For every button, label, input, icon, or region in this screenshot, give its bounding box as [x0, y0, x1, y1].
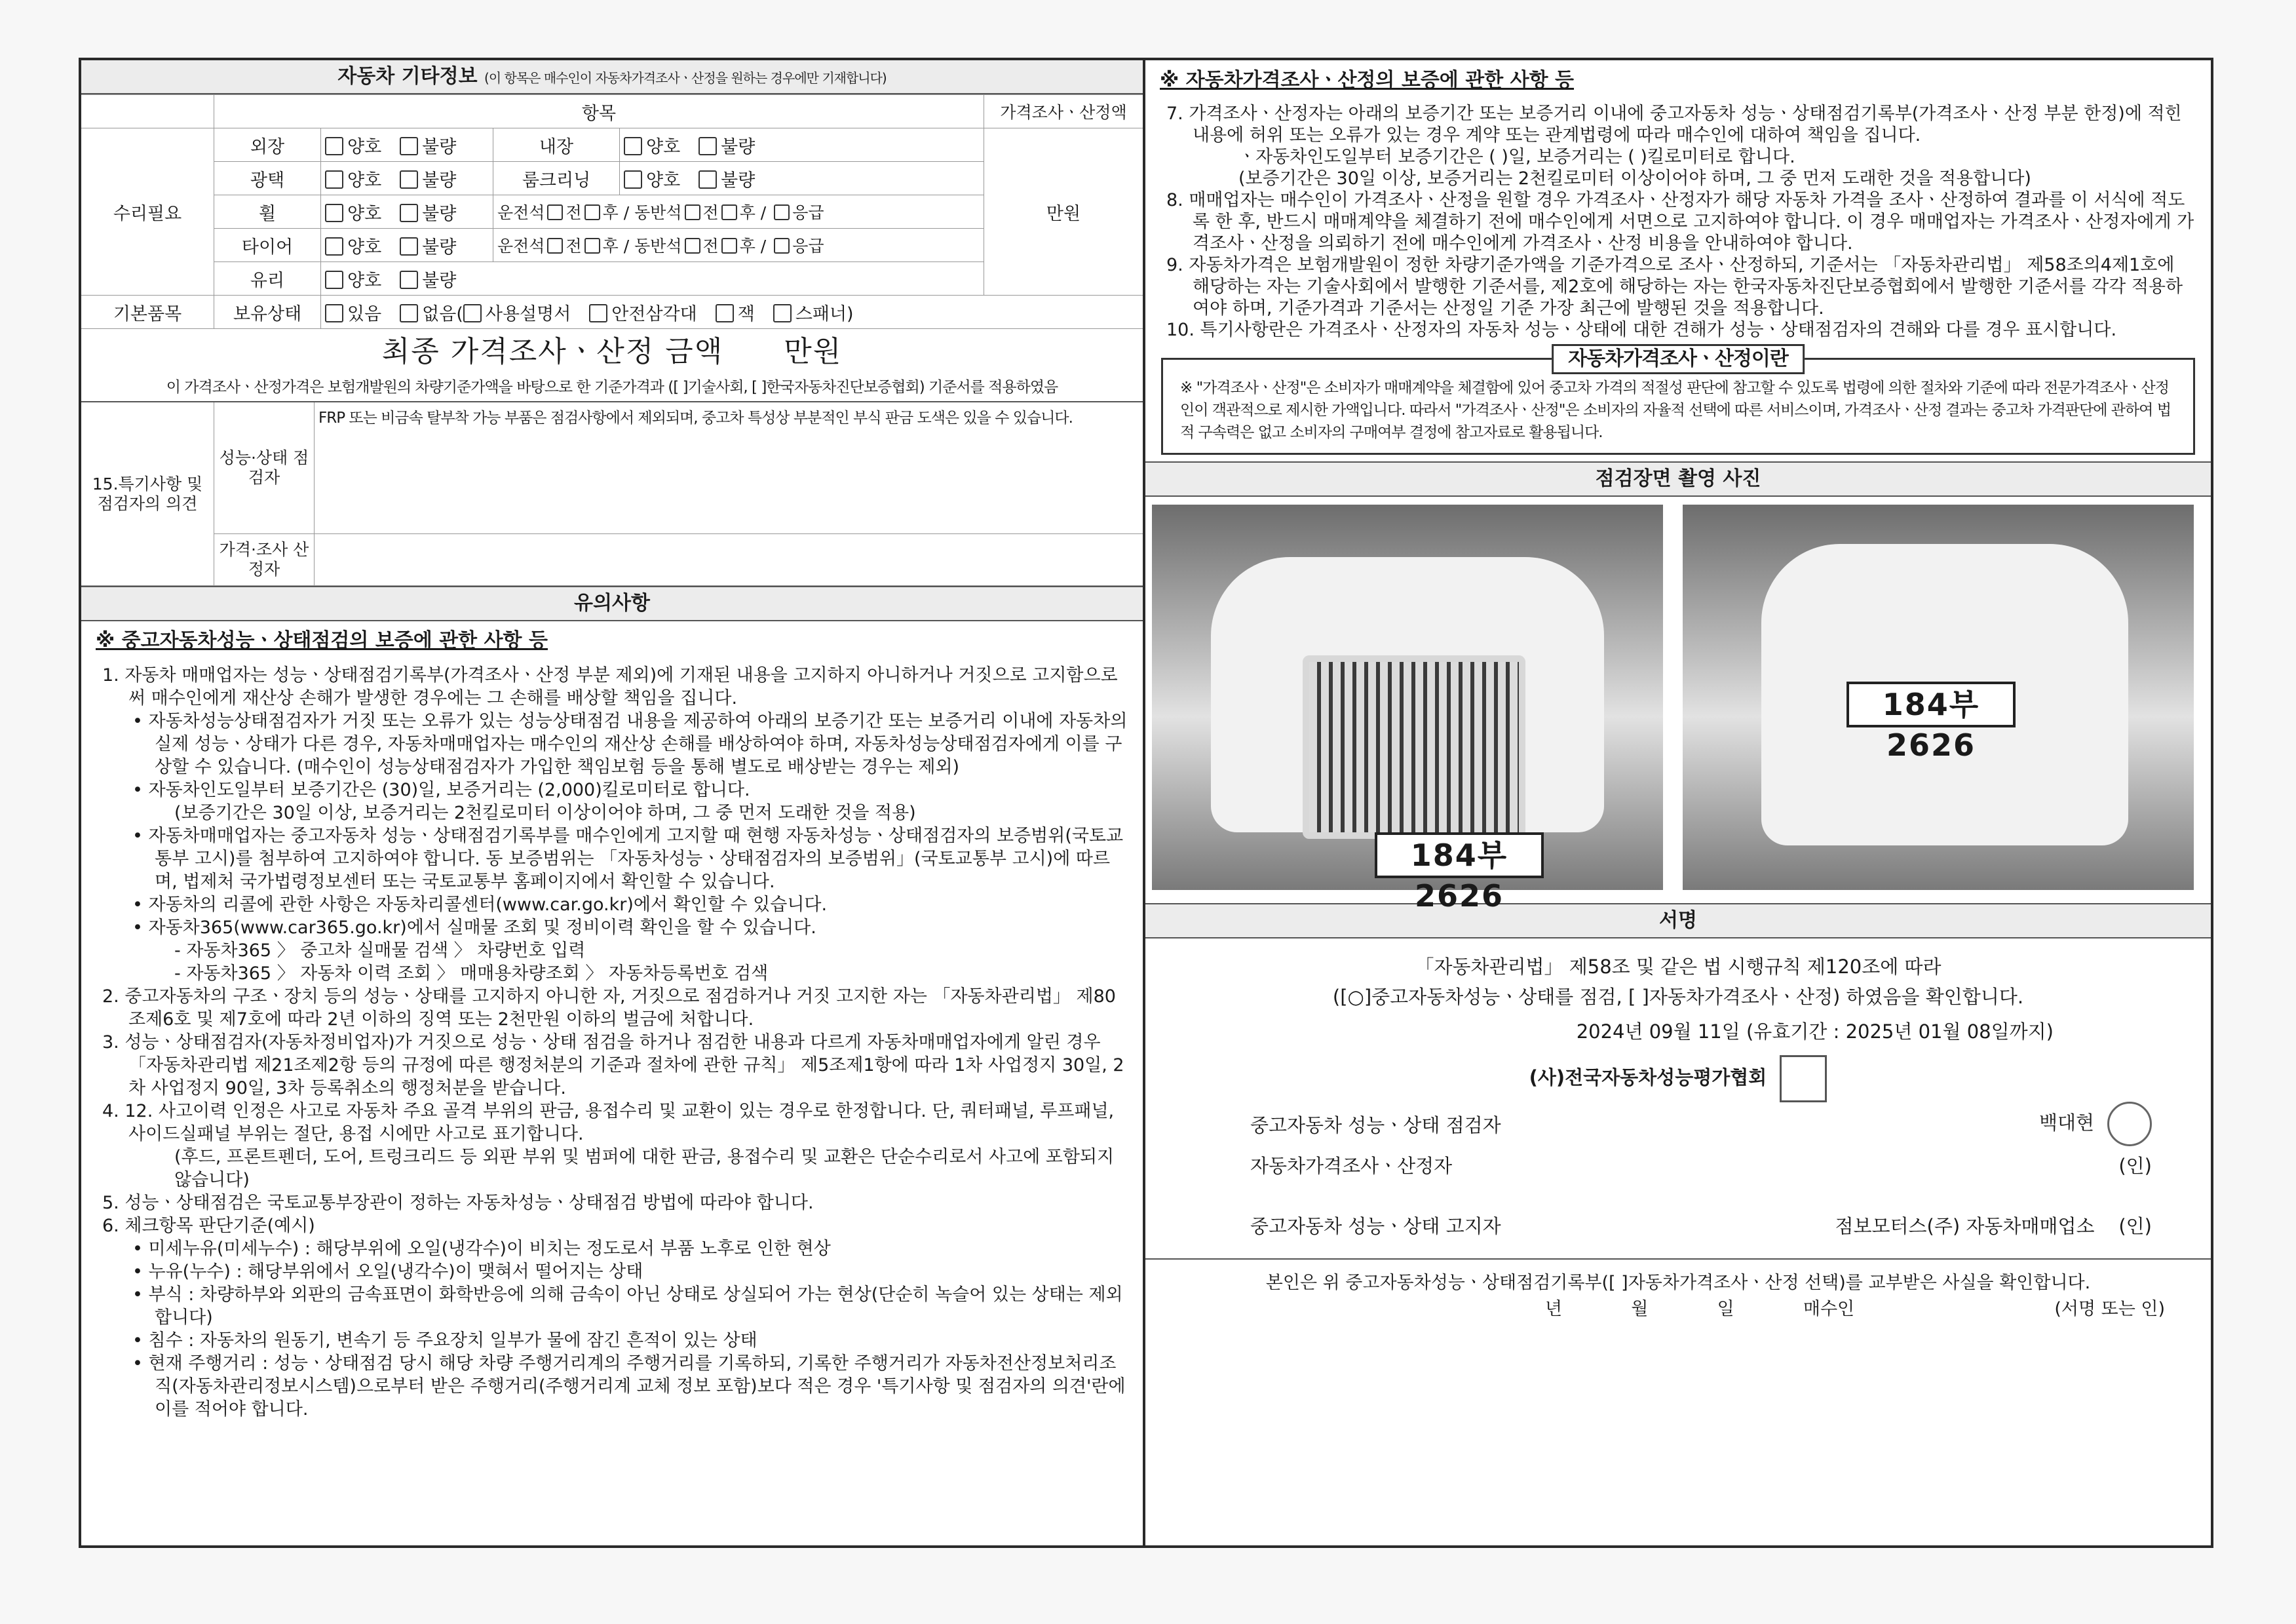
checkbox[interactable] — [624, 137, 642, 155]
wheel-positions: 운전석 전 후 / 동반석 전 후 / 응급 — [493, 195, 984, 229]
notice-item: • 부식 : 차량하부와 외판의 금속표면이 화학반응에 의해 금속이 아닌 상태로 상실되어 가는 현상(단순히 녹슬어 있는 상태는 제외합니다) — [132, 1285, 1123, 1328]
checkbox[interactable] — [400, 237, 418, 256]
notice-item: 10. 특기사항란은 가격조사ㆍ산정자의 자동차 성능ㆍ상태에 대한 견해가 성능ㆍ상태점검자의 견해와 다를 경우 표시합니다. — [1166, 320, 2117, 340]
checkbox[interactable] — [325, 304, 343, 322]
appraiser-label: 가격·조사 산정자 — [214, 534, 315, 586]
receipt-day: 일 — [1717, 1299, 1734, 1319]
notice-item: • 자동차의 리콜에 관한 사항은 자동차리콜센터(www.car.go.kr)에서 확인할 수 있습니다. — [132, 895, 828, 915]
checkbox[interactable] — [325, 170, 343, 189]
checkbox[interactable] — [325, 137, 343, 155]
checkbox[interactable] — [624, 170, 642, 189]
receipt-year: 년 — [1545, 1299, 1563, 1319]
checkbox[interactable] — [698, 137, 717, 155]
notice-item: • 자동차인도일부터 보증기간은 (30)일, 보증거리는 (2,000)킬로미터로 합니다. — [132, 780, 750, 800]
notice-item: 4. 12. 사고이력 인정은 사고로 자동차 주요 골격 부위의 판금, 용접수리 및 교환이 있는 경우로 한정합니다. 단, 쿼터패널, 루프패널, 사이드실패널 부위는 절단, 용접 시에만 사고로 표기합니다. — [102, 1101, 1115, 1144]
tire-positions: 운전석 전 후 / 동반석 전 후 / 응급 — [493, 229, 984, 262]
wheel-options: 양호 불량 — [321, 195, 493, 229]
notice-item: 8. 매매업자는 매수인이 가격조사ㆍ산정을 원할 경우 가격조사ㆍ산정자가 해당 자동차 가격을 조사ㆍ산정하여 결과를 이 서식에 적도록 한 후, 반드시 매매계약을 체결하기 전에 매수인에게 서면으로 고지하여야 합니다. 이 경우 매매업자는 가격조사ㆍ산정자에게 가격조사ㆍ산정을 의뢰하기 전에 매수인에게 가격조사ㆍ산정 비용을 안내하여야 합니다. — [1166, 190, 2194, 254]
document-sheet — [79, 58, 2213, 1548]
rear-license-plate: 184부 2626 — [1846, 682, 2016, 727]
left-column — [81, 60, 1145, 1545]
notice-item: • 자동차성능상태점검자가 거짓 또는 오류가 있는 성능상태점검 내용을 제공하여 아래의 보증기간 또는 보증거리 이내에 자동차의 실제 성능ㆍ상태가 다른 경우, 자동차매매업자는 매수인의 재산상 손해를 배상하여야 하며, 자동차성능상태점검자에게 이를 구상할 수 있습니다. (매수인이 성능상태점검자가 가입한 책임보험 등을 통해 별도로 배상받는 경우는 제외) — [132, 711, 1128, 777]
rear-photo — [1683, 505, 2194, 890]
notice-item: • 누유(누수) : 해당부위에서 오일(냉각수)이 맺혀서 떨어지는 상태 — [132, 1262, 643, 1282]
notifier-name: 점보모터스(주) 자동차매매업소 — [1835, 1214, 2095, 1237]
checkbox[interactable] — [685, 204, 700, 220]
checkbox[interactable] — [400, 271, 418, 289]
receipt-buyer-sign: (서명 또는 인) — [2054, 1299, 2165, 1319]
checkbox[interactable] — [547, 238, 563, 254]
basic-items-label: 기본품목 — [81, 296, 214, 329]
notice-item: • 현재 주행거리 : 성능ㆍ상태점검 당시 해당 차량 주행거리계의 주행거리를 기록하되, 기록한 주행거리가 자동차전산정보처리조직(자동차관리정보시스템)으로부터 받은 주행거리(주행거리계 교체 정보 포함)보다 적은 경우 '특기사항 및 점검자의 의견'란에 이를 적어야 합니다. — [132, 1353, 1126, 1420]
checkbox[interactable] — [325, 204, 343, 222]
inspection-photos — [1145, 497, 2211, 914]
notice-title: 유의사항 — [574, 592, 650, 615]
price-guarantee-heading: ※ 자동차가격조사ㆍ산정의 보증에 관한 사항 등 — [1160, 69, 1575, 92]
notice-item: 2. 중고자동차의 구조ㆍ장치 등의 성능ㆍ상태를 고지하지 아니한 자, 거짓으로 점검하거나 거짓 고지한 자는 「자동차관리법」 제80조제6호 및 제7호에 따라 2년 이하의 징역 또는 2천만원 이하의 벌금에 처합니다. — [102, 986, 1116, 1030]
inspector-seal — [2107, 1102, 2152, 1146]
legal-basis-line: 「자동차관리법」 제58조 및 같은 법 시행규칙 제120조에 따라 — [1415, 956, 1942, 978]
notice-item: ㆍ자동차인도일부터 보증기간은 ( )일, 보증거리는 ( )킬로미터로 합니다. — [1238, 147, 1795, 167]
checkbox[interactable] — [685, 238, 700, 254]
checkbox[interactable] — [584, 204, 600, 220]
checkbox[interactable] — [589, 304, 607, 322]
notice-item: 1. 자동차 매매업자는 성능ㆍ상태점검기록부(가격조사ㆍ산정 부분 제외)에 기재된 내용을 고지하지 아니하거나 거짓으로 고지함으로써 매수인에게 재산상 손해가 발생한 경우에는 그 손해를 배상할 책임을 집니다. — [102, 665, 1118, 708]
signature-title-bar — [1145, 903, 2211, 938]
notice-item: (보증기간은 30일 이상, 보증거리는 2천킬로미터 이상이어야 하며, 그 중 먼저 도래한 것을 적용합니다) — [1238, 168, 2031, 189]
receipt-sign-row — [1165, 1296, 2191, 1323]
repair-needed-label: 수리필요 — [81, 128, 214, 296]
checkbox[interactable] — [547, 204, 563, 220]
basic-items-options: 있음 없음( 사용설명서 안전삼각대 잭 스패너) — [321, 296, 1143, 329]
photo-title-bar — [1145, 461, 2211, 497]
notice-item: 6. 체크항목 판단기준(예시) — [102, 1216, 315, 1236]
notice-item: • 자동차365(www.car365.go.kr)에서 실매물 조회 및 정비이력 확인을 할 수 있습니다. — [132, 918, 816, 938]
room-cleaning-options: 양호 불량 — [620, 162, 984, 195]
inspector-label: 성능·상태 점검자 — [214, 402, 315, 534]
checkbox[interactable] — [774, 204, 790, 220]
tire-options: 양호 불량 — [321, 229, 493, 262]
price-header: 가격조사ㆍ산정액 — [984, 95, 1143, 128]
other-info-title-bar — [81, 60, 1143, 94]
final-price-unit: 만원 — [784, 335, 843, 368]
checkbox[interactable] — [774, 238, 790, 254]
signature-section — [1145, 938, 2211, 1258]
notice-heading: ※ 중고자동차성능ㆍ상태점검의 보증에 관한 사항 등 — [96, 629, 548, 652]
price-unit: 만원 — [984, 128, 1143, 296]
special-notes-table — [81, 401, 1143, 586]
notice-item: • 침수 : 자동차의 원동기, 변속기 등 주요장치 일부가 물에 잠긴 흔적이 있는 상태 — [132, 1330, 757, 1351]
other-info-title: 자동차 기타정보 — [337, 65, 478, 88]
other-info-note: (이 항목은 매수인이 자동차가격조사ㆍ산정을 원하는 경우에만 기재합니다) — [484, 70, 887, 86]
confirmation-line: ([○]중고자동차성능ㆍ상태를 점검, [ ]자동차가격조사ㆍ산정) 하였음을 확인합니다. — [1332, 986, 2024, 1008]
appraiser-role: 자동차가격조사ㆍ산정자 — [1250, 1154, 1453, 1177]
notifier-row — [1172, 1205, 2185, 1245]
checkbox[interactable] — [463, 304, 482, 322]
glass-options: 양호 불량 — [321, 262, 984, 296]
signature-title: 서명 — [1659, 909, 1697, 932]
right-column — [1145, 60, 2211, 1545]
notice-item: 3. 성능ㆍ상태점검자(자동차정비업자)가 거짓으로 성능ㆍ상태 점검을 하거나 점검한 내용과 다르게 자동차매매업자에게 알린 경우 「자동차관리법 제21조제2항 등의 규정에 따른 행정처분의 기준과 절차에 관한 규칙」 제5조제1항에 따라 1차 사업정지 30일, 2차 사업정지 90일, 3차 등록취소의 행정처분을 받습니다. — [102, 1032, 1124, 1098]
photo-title: 점검장면 촬영 사진 — [1595, 467, 1761, 490]
checkbox[interactable] — [400, 137, 418, 155]
notifier-seal-mark: (인) — [2118, 1214, 2152, 1237]
checkbox[interactable] — [325, 237, 343, 256]
interior-options: 양호 불량 — [620, 128, 984, 162]
interior-label: 내장 — [493, 128, 620, 162]
price-basis: 이 가격조사ㆍ산정가격은 보험개발원의 차량기준가액을 바탕으로 한 기준가격과 ([ ]기술사회, [ ]한국자동차진단보증협회) 기준서를 적용하였음 — [166, 379, 1058, 396]
appraiser-row — [1172, 1144, 2185, 1185]
possession-label: 보유상태 — [214, 296, 321, 329]
notice-item: 7. 가격조사ㆍ산정자는 아래의 보증기간 또는 보증거리 이내에 중고자동차 성능ㆍ상태점검기록부(가격조사ㆍ산정 부분 한정)에 적힌 내용에 허위 또는 오류가 있는 경우 계약 또는 관계법령에 따라 매수인에 대하여 책임을 집니다. — [1166, 104, 2182, 145]
notice-item: • 미세누유(미세누수) : 해당부위에 오일(냉각수)이 비치는 정도로서 부품 노후로 인한 현상 — [132, 1239, 831, 1259]
inspector-row — [1172, 1104, 2185, 1144]
receipt-buyer: 매수인 — [1803, 1299, 1855, 1319]
checkbox[interactable] — [400, 204, 418, 222]
checkbox[interactable] — [400, 170, 418, 189]
notice-title-bar — [81, 586, 1143, 621]
items-header: 항목 — [214, 95, 984, 128]
front-photo — [1152, 505, 1663, 914]
inspector-opinion: FRP 또는 비금속 탈부착 가능 부품은 점검사항에서 제외되며, 중고차 특성상 부분적인 부식 판금 도색은 있을 수 있습니다. — [315, 402, 1143, 534]
checkbox[interactable] — [400, 304, 418, 322]
wheel-label: 휠 — [214, 195, 321, 229]
association-line — [1172, 1051, 2185, 1104]
checkbox[interactable] — [698, 170, 717, 189]
front-license-plate: 184부 2626 — [1375, 832, 1544, 878]
appraiser-seal-mark: (인) — [2118, 1154, 2152, 1177]
checkbox[interactable] — [721, 238, 737, 254]
association-name: (사)전국자동차성능평가협회 — [1529, 1066, 1767, 1089]
checkbox[interactable] — [584, 238, 600, 254]
special-notes-label: 15.특기사항 및 점검자의 의견 — [81, 402, 214, 586]
definition-text: ※ "가격조사ㆍ산정"은 소비자가 매매계약을 체결함에 있어 중고차 가격의 적절성 판단에 참고할 수 있도록 법령에 의한 절차와 기준에 따라 전문가격조사ㆍ산정인이 객관적으로 제시한 가액입니다. 따라서 "가격조사ㆍ산정"은 소비자의 자율적 선택에 따른 서비스이며, 가격조사ㆍ산정 결과는 중고차 가격판단에 관하여 법적 구속력은 없고 소비자의 구매여부 결정에 참고자료로 활용됩니다. — [1180, 379, 2171, 441]
notice-item: 9. 자동차가격은 보험개발원이 정한 차량기준가액을 기준가격으로 조사ㆍ산정하되, 기준서는 「자동차관리법」 제58조의4제1호에 해당하는 자는 기술사회에서 발행한 기준서를, 제2호에 해당하는 자는 한국자동차진단보증협회에서 발행한 기준서를 각각 적용하여야 하며, 기준가격과 기준서는 산정일 기준 가장 최근에 발행된 것을 적용합니다. — [1166, 255, 2183, 319]
price-guarantee-list — [1145, 60, 2211, 346]
association-stamp — [1780, 1055, 1827, 1102]
receipt-text: 본인은 위 중고자동차성능ㆍ상태점검기록부([ ]자동차가격조사ㆍ산정 선택)를 교부받은 사실을 확인합니다. — [1265, 1273, 2091, 1293]
glass-label: 유리 — [214, 262, 321, 296]
receipt-section — [1145, 1258, 2211, 1333]
checkbox[interactable] — [773, 304, 792, 322]
notice-item: (후드, 프론트펜더, 도어, 트렁크리드 등 외판 부위 및 범퍼에 대한 판금, 용접수리 및 교환은 단순수리로서 사고에 포함되지 않습니다) — [174, 1147, 1115, 1190]
notice-item: - 자동차365 〉 중고차 실매물 검색 〉 차량번호 입력 — [174, 940, 586, 961]
inspector-role: 중고자동차 성능ㆍ상태 점검자 — [1250, 1113, 1501, 1136]
checkbox[interactable] — [716, 304, 734, 322]
tire-label: 타이어 — [214, 229, 321, 262]
appraiser-opinion — [315, 534, 1143, 586]
final-price-row — [81, 329, 1143, 375]
checkbox[interactable] — [325, 271, 343, 289]
room-cleaning-label: 룸크리닝 — [493, 162, 620, 195]
notice-item: 5. 성능ㆍ상태점검은 국토교통부장관이 정하는 자동차성능ㆍ상태점검 방법에 따라야 합니다. — [102, 1193, 814, 1213]
receipt-month: 월 — [1631, 1299, 1649, 1319]
checkbox[interactable] — [721, 204, 737, 220]
definition-box — [1161, 347, 2195, 455]
final-price-label: 최종 가격조사ㆍ산정 금액 — [381, 335, 724, 368]
inspector-name: 백대현 — [2038, 1112, 2094, 1134]
exterior-label: 외장 — [214, 128, 321, 162]
exterior-options: 양호 불량 — [321, 128, 493, 162]
notice-item: - 자동차365 〉 자동차 이력 조회 〉 매매용차량조회 〉 자동차등록번호 검색 — [174, 963, 769, 984]
gloss-label: 광택 — [214, 162, 321, 195]
notifier-role: 중고자동차 성능ㆍ상태 고지자 — [1250, 1214, 1501, 1237]
gloss-options: 양호 불량 — [321, 162, 493, 195]
grille-shape — [1303, 655, 1525, 839]
notice-item: (보증기간은 30일 이상, 보증거리는 2천킬로미터 이상이어야 하며, 그 중 먼저 도래한 것을 적용) — [174, 803, 916, 823]
notice-item: • 자동차매매업자는 중고자동차 성능ㆍ상태점검기록부를 매수인에게 고지할 때 현행 자동차성능ㆍ상태점검자의 보증범위(국토교통부 고시)를 첨부하여 고지하여야 합니다. 동 보증범위는 「자동차성능ㆍ상태점검자의 보증범위」(국토교통부 고시)에 따르며, 법제처 국가법령정보센터 또는 국토교통부 홈페이지에서 확인할 수 있습니다. — [132, 826, 1124, 892]
inspection-date: 2024년 09월 11일 (유효기간 : 2025년 01월 08일까지) — [1576, 1020, 2054, 1043]
other-info-table — [81, 94, 1143, 329]
definition-title: 자동차가격조사ㆍ산정이란 — [1552, 344, 1805, 374]
notice-list — [81, 621, 1143, 1425]
